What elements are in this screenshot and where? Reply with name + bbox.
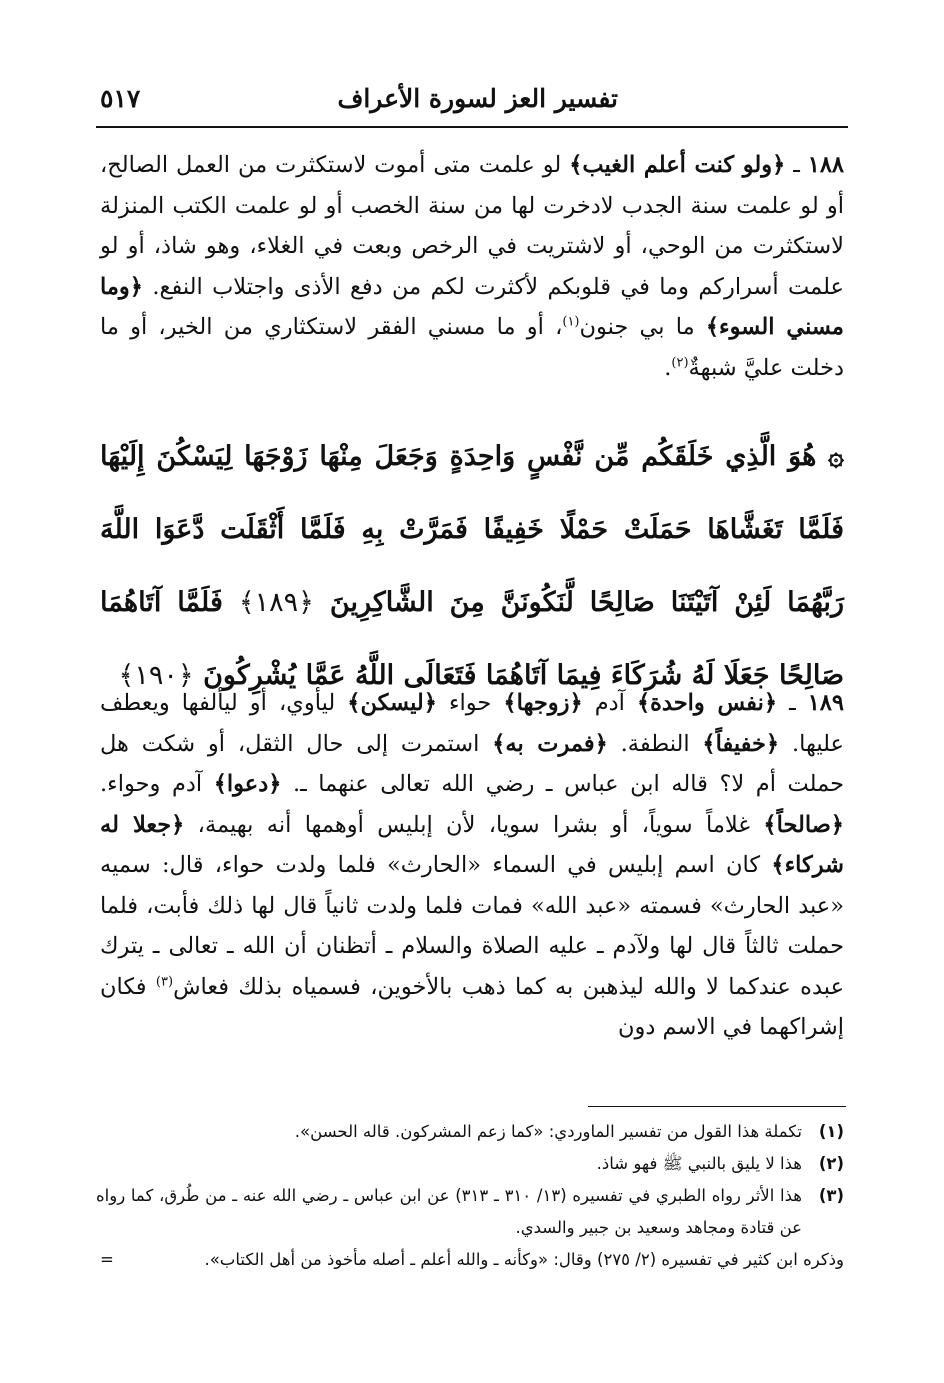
quoted-phrase: ﴿صالحاً﴾ [763,811,844,838]
quoted-phrase: ﴿جعلا له شركاء﴾ [100,811,844,878]
footnote-text: هذا لا يليق بالنبي ﷺ فهو شاذ. [596,1154,802,1173]
quoted-phrase: ﴿ليسكن﴾ [347,690,437,716]
footnote-number: (١) [818,1122,844,1141]
footnote-ref[interactable]: (٢) [671,355,689,370]
quoted-phrase: ﴿زوجها﴾ [503,690,583,716]
quran-verse-block: ۞ هُوَ الَّذِي خَلَقَكُم مِّن نَّفْسٍ وَاحِدَةٍ وَجَعَلَ مِنْهَا زَوْجَهَا لِيَسْكُنَ إِلَيْهَا فَلَمَّا تَغَشَّاهَا حَمَلَتْ حَمْلًا خَفِيفًا فَمَرَّتْ بِهِ فَلَمَّا أَثْقَلَت دَّعَوَا اللَّهَ رَبَّهُمَا لَئِنْ آتَيْتَنَا صَالِحًا لَّنَكُونَنَّ مِنَ الشَّاكِرِينَ ﴿١٨٩﴾ فَلَمَّا آتَاهُمَا صَالِحًا جَعَلَا لَهُ شُرَكَاءَ فِيمَا آتَاهُمَا فَتَعَالَى اللَّهُ عَمَّا يُشْرِكُونَ ﴿١٩٠﴾ [100,441,844,691]
verse-number: ١٨٨ [807,152,844,178]
footnote-text: وذكره ابن كثير في تفسيره (٢/ ٢٧٥) وقال: «وكأنه ـ والله أعلم ـ أصله مأخوذ من أهل الكتاب». [204,1250,844,1269]
page-number: ٥١٧ [100,84,141,113]
footnote-text: تكملة هذا القول من تفسير الماوردي: «كما زعم المشركون. قاله الحسن». [294,1122,802,1141]
footnote-number: (٣) [818,1186,844,1205]
continuation-mark: = [100,1250,114,1269]
quoted-phrase: ﴿ولو كنت أعلم الغيب﴾ [569,152,786,178]
footnote-item [96,1116,844,1148]
quoted-phrase: ﴿وما مسني السوء﴾ [100,273,844,340]
footnote-item [96,1180,844,1244]
hizb-mark-icon: ۞ [828,441,844,472]
commentary-paragraph-188: ١٨٨ ـ ﴿ولو كنت أعلم الغيب﴾ لو علمت متى أموت لاستكثرت من العمل الصالح، أو لو علمت سنة الجدب لادخرت لها من سنة الخصب أو لو علمت الكتب المنزلة لاستكثرت من الوحي، أو لاشتريت في الرخص وبعت في الغلاء، وهو شاذ، أو لو علمت أسراركم وما في قلوبكم لأكثرت لكم من دفع الأذى واجتلاب النفع. ﴿وما مسني السوء﴾ ما بي جنون$^{(١)}$، أو ما مسني الفقر لاستكثاري من الخير، أو ما دخلت عليَّ شبهةٌ$^{(٢)}$. [100,152,844,381]
footnote-ref[interactable]: (١) [562,314,580,330]
footnote-item [96,1148,844,1180]
verse-number: ١٨٩ [807,690,844,716]
ayah-number-marker: ﴿١٩٠﴾ [118,660,194,691]
quoted-phrase: ﴿دعوا﴾ [213,771,282,797]
quoted-phrase: ﴿فمرت به﴾ [492,730,608,757]
quoted-phrase: ﴿خفيفاً﴾ [702,730,780,757]
quoted-phrase: ﴿نفس واحدة﴾ [636,690,778,716]
footnote-ref[interactable]: (٣) [155,974,174,989]
footnote-number: (٢) [818,1154,844,1173]
footnote-divider [588,1106,846,1107]
commentary-paragraph-189: ١٨٩ ـ ﴿نفس واحدة﴾ آدم ﴿زوجها﴾ حواء ﴿ليسكن﴾ ليأوي، أو ليألفها ويعطف عليها. ﴿خفيفاً﴾ النطفة. ﴿فمرت به﴾ استمرت إلى حال الثقل، أو شكت هل حملت أم لا؟ قاله ابن عباس ـ رضي الله تعالى عنهما ـ. ﴿دعوا﴾ آدم وحواء. ﴿صالحاً﴾ غلاماً سوياً، أو بشرا سويا، لأن إبليس أوهمها أنه بهيمة، ﴿جعلا له شركاء﴾ كان اسم إبليس في السماء «الحارث» فلما ولدت حواء، قال: سميه «عبد الحارث» فسمته «عبد الله» فمات فلما ولدت ثانياً قال لها ذلك فأبت، فلما حملت ثالثاً قال لها ولآدم ـ عليه الصلاة والسلام ـ أتظنان أن الله ـ تعالى ـ يترك عبده عندكما لا والله ليذهبن به كما ذهب بالأخوين، فسمياه بذلك فعاش$^{(٣)}$ فكان إشراكهما في الاسم دون [100,690,845,1040]
footnote-text: هذا الأثر رواه الطبري في تفسيره (١٣/ ٣١٠ ـ ٣١٣) عن ابن عباس ـ رضي الله عنه ـ من طُرق، كما رواه عن قتادة ومجاهد وسعيد بن جبير والسدي. [96,1186,802,1237]
footnotes [96,1116,844,1276]
footnote-continuation [96,1244,844,1276]
page-header [96,78,848,128]
running-title: تفسير العز لسورة الأعراف [337,84,618,113]
ayah-number-marker: ﴿١٨٩﴾ [238,587,314,618]
